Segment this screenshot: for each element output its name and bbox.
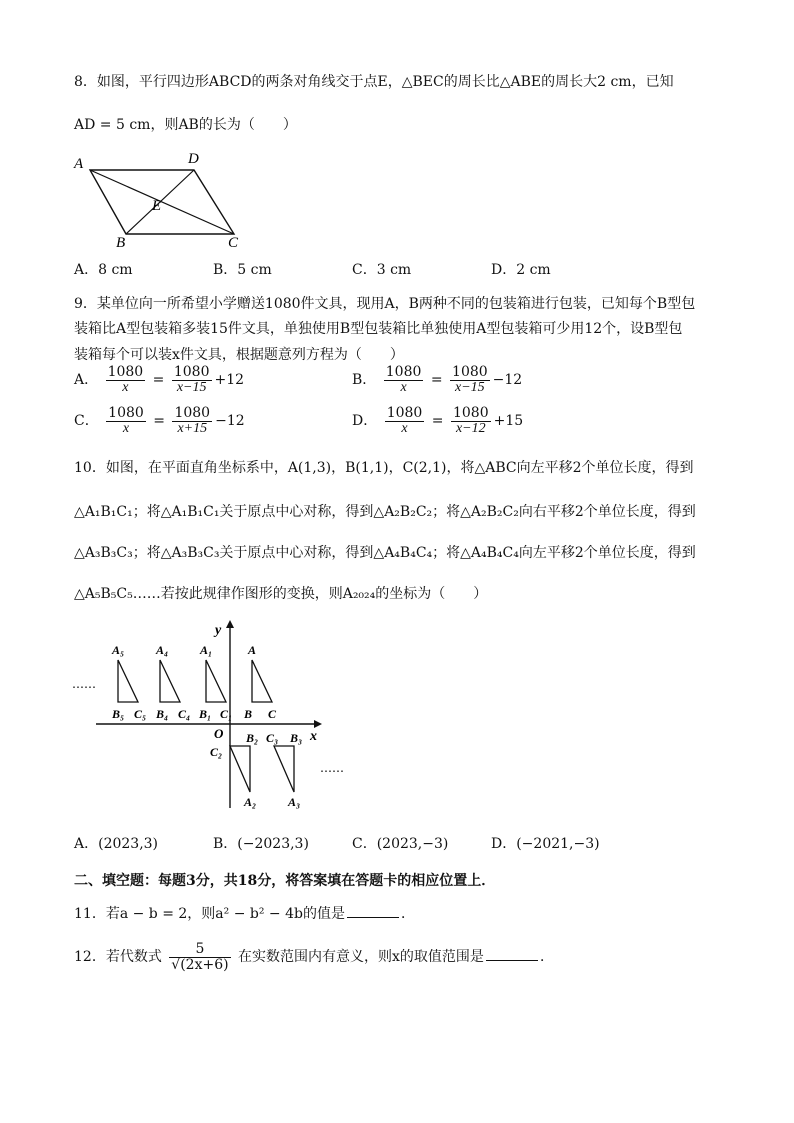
q12-frac-den: √(2x+6) <box>171 956 229 973</box>
frac-num: 1080 <box>173 364 210 380</box>
y-axis-arrow <box>226 620 234 628</box>
q9-option-b <box>352 365 522 395</box>
q9-option-b-label: B． <box>352 372 377 389</box>
label-c: C <box>228 235 239 248</box>
triangle-a2b2c2 <box>230 746 250 792</box>
q10-stem-line3: △A₃B₃C₃；将△A₃B₃C₃关于原点中心对称，得到△A₄B₄C₄；将△A₄B₄C₄向左平移2个单位长度，得到 <box>74 545 696 561</box>
q9-option-c-tail: −12 <box>215 413 245 430</box>
answer-blank <box>486 960 538 961</box>
x-axis-label: x <box>310 729 317 744</box>
q12-end: ． <box>539 949 554 966</box>
answer-blank <box>347 917 399 918</box>
q12-text-mid: 在实数范围内有意义，则x的取值范围是 <box>238 949 484 966</box>
q10-option-b: B．(−2023,3) <box>213 836 309 852</box>
frac-num: 1080 <box>108 405 144 421</box>
label-b4: B₄ <box>156 707 169 721</box>
frac-den: x−12 <box>455 420 486 436</box>
parallelogram-figure <box>70 148 260 248</box>
frac-num: 1080 <box>386 405 423 421</box>
q9-option-a-tail: +12 <box>214 372 245 389</box>
y-axis-label: y <box>215 623 222 638</box>
frac-num: 1080 <box>385 364 422 380</box>
label-d: D <box>188 151 199 167</box>
frac-num: 1080 <box>107 364 144 380</box>
q9-stem-line3: 装箱每个可以装x件文具，根据题意列方程为（ ） <box>74 347 404 363</box>
q9-option-c <box>74 406 245 436</box>
frac-den: x−15 <box>455 379 485 395</box>
frac-num: 1080 <box>452 364 488 380</box>
q9-stem-line2: 装箱比A型包装箱多装15件文具，单独使用B型包装箱比单独使用A型包装箱可少用12个，设B型包 <box>74 321 683 337</box>
frac-den: x <box>122 379 129 395</box>
frac-den: x <box>400 379 407 395</box>
equals: = <box>430 372 443 389</box>
frac-num: 1080 <box>452 405 489 421</box>
label-a4: A₄ <box>156 643 169 657</box>
q12-text-pre: 12．若代数式 <box>74 949 162 966</box>
label-b3: B₃ <box>290 731 303 745</box>
triangle-a5b5c5 <box>118 660 138 702</box>
label-b: B <box>244 707 253 721</box>
triangle-a1b1c1 <box>206 660 226 702</box>
ellipsis-right: …… <box>320 761 344 775</box>
q10-option-a: A．(2023,3) <box>74 836 159 852</box>
frac-den: x <box>401 420 408 436</box>
q9-option-c-label: C． <box>74 413 99 430</box>
q10-option-c: C．(2023,−3) <box>352 836 449 852</box>
q11-end: ． <box>400 906 415 922</box>
equals: = <box>153 413 165 430</box>
q11-text: 11．若a − b = 2，则a² − b² − 4b的值是 <box>74 906 345 922</box>
label-c5: C₅ <box>134 707 147 721</box>
q9-option-a-label: A． <box>74 372 99 389</box>
label-a: A <box>74 156 84 172</box>
equals: = <box>152 372 165 389</box>
diagonal-ac <box>90 170 234 234</box>
q12-frac-num: 5 <box>169 942 230 958</box>
q8-option-c: C．3 cm <box>352 262 412 278</box>
q8-stem-line1: 8．如图，平行四边形ABCD的两条对角线交于点E，△BEC的周长比△ABE的周长大2 cm，已知 <box>74 74 674 90</box>
q9-option-b-tail: −12 <box>492 372 523 389</box>
label-e: E <box>152 198 162 214</box>
triangle-a3b3c3 <box>274 746 294 792</box>
triangle-abc <box>252 660 272 702</box>
q9-option-d-tail: +15 <box>493 413 524 430</box>
triangle-a4b4c4 <box>160 660 180 702</box>
q9-option-a <box>74 365 244 395</box>
label-c2: C₂ <box>210 745 223 759</box>
label-b2: B₂ <box>246 731 259 745</box>
label-a5: A₅ <box>112 643 125 657</box>
label-c4: C₄ <box>178 707 191 721</box>
frac-den: x−15 <box>176 379 207 395</box>
x-axis-arrow <box>314 720 322 728</box>
coordinate-figure <box>70 616 350 816</box>
frac-den: x+15 <box>177 420 208 436</box>
q10-stem-line1: 10．如图，在平面直角坐标系中，A(1,3)，B(1,1)，C(2,1)，将△ABC向左平移2个单位长度，得到 <box>74 460 694 476</box>
q8-stem-line2: AD = 5 cm，则AB的长为（ ） <box>74 117 297 133</box>
q8-option-d: D．2 cm <box>491 262 551 278</box>
label-a: A <box>248 643 257 657</box>
label-c: C <box>268 707 277 721</box>
label-a1: A₁ <box>200 643 213 657</box>
q12 <box>74 942 554 972</box>
q11 <box>74 903 415 923</box>
frac-num: 1080 <box>174 405 211 421</box>
ellipsis-left: …… <box>72 677 96 691</box>
q10-stem-line4: △A₅B₅C₅……若按此规律作图形的变换，则A₂₀₂₄的坐标为（ ） <box>74 586 488 602</box>
q10-option-d: D．(−2021,−3) <box>491 836 600 852</box>
q10-stem-line2: △A₁B₁C₁；将△A₁B₁C₁关于原点中心对称，得到△A₂B₂C₂；将△A₂B₂C₂向右平移2个单位长度，得到 <box>74 504 696 520</box>
q8-option-b: B．5 cm <box>213 262 272 278</box>
label-c3: C₃ <box>266 731 279 745</box>
q9-stem-line1: 9．某单位向一所希望小学赠送1080件文具，现用A，B两种不同的包装箱进行包装，已知每个B型包 <box>74 296 696 312</box>
q9-option-d <box>352 406 523 436</box>
q8-option-a: A．8 cm <box>74 262 133 278</box>
label-b: B <box>116 235 126 248</box>
label-b5: B₅ <box>112 707 125 721</box>
equals: = <box>431 413 444 430</box>
frac-den: x <box>122 420 130 436</box>
section-heading: 二、填空题：每题3分，共18分，将答案填在答题卡的相应位置上． <box>74 873 496 889</box>
label-b1: B₁ <box>199 707 212 721</box>
q9-option-d-label: D． <box>352 413 378 430</box>
label-c1: C₁ <box>220 707 233 721</box>
label-a3: A₃ <box>288 795 301 809</box>
origin-label: O <box>214 726 224 741</box>
label-a2: A₂ <box>244 795 257 809</box>
